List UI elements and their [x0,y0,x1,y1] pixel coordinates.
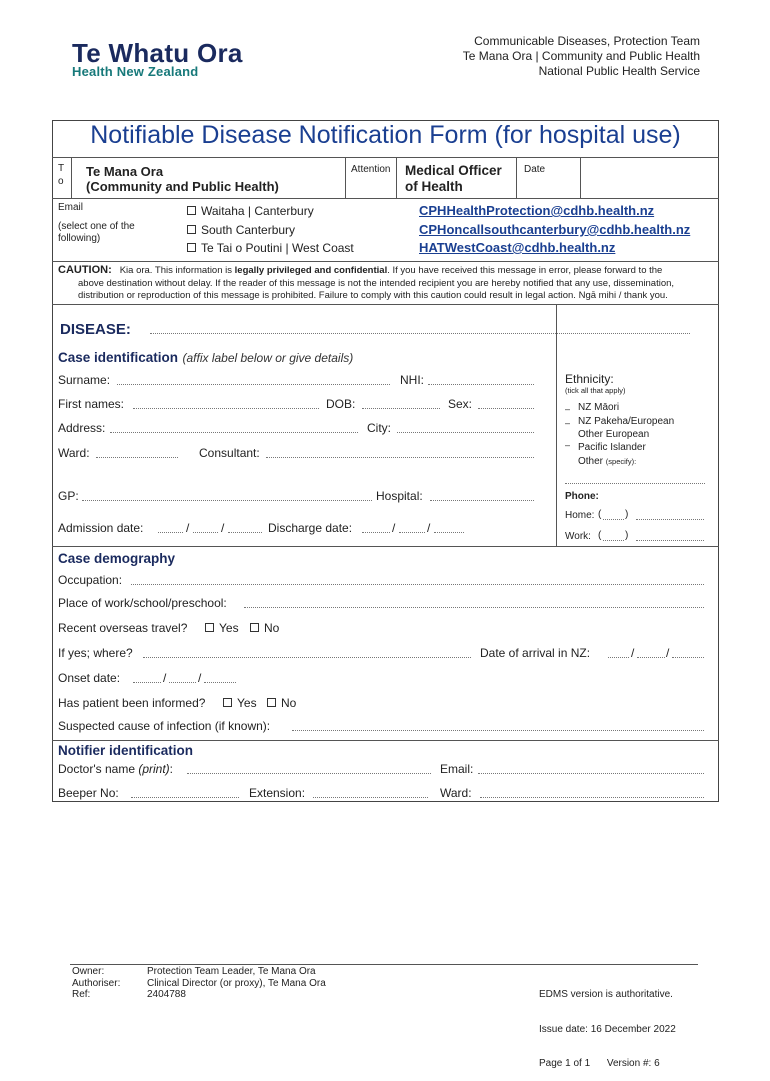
date-separator: / [666,646,670,660]
cause-field[interactable] [292,730,704,731]
informed-no-option[interactable]: No [267,696,296,710]
work-phone-field[interactable] [636,540,704,541]
caution-notice [58,264,718,303]
caution-text: . If you have received this message in error, please forward to the [387,265,663,276]
checkbox[interactable] [187,243,196,252]
onset-day-field[interactable] [133,682,161,683]
footer-edms: EDMS version is authoritative. Issue date: 16 December 2022 Page 1 of 1 Version #: 6 [539,989,676,1069]
consultant-label: Consultant: [199,446,260,460]
email-link[interactable]: HATWestCoast@cdhb.health.nz [419,240,616,255]
travel-question: Recent overseas travel? [58,621,188,635]
travel-no-option[interactable]: No [250,621,279,635]
notifier-email-label: Email: [440,762,474,776]
work-label: Work: [565,531,591,542]
attention-label: Attention [351,164,391,175]
place-field[interactable] [244,607,704,608]
paren: ) [625,530,629,541]
beeper-label: Beeper No: [58,786,119,800]
ethnicity-note: (tick all that apply) [565,386,626,395]
disease-label: DISEASE: [60,321,131,338]
footer-values: Protection Team Leader, Te Mana Ora Clinical Director (or proxy), Te Mana Ora 2404788 [147,966,326,1000]
surname-field[interactable] [117,384,390,385]
date-separator: / [631,646,635,660]
discharge-month-field[interactable] [399,532,425,533]
address-field[interactable] [110,432,358,433]
city-label: City: [367,421,391,435]
date-separator: / [198,671,202,685]
date-label: Date [524,164,546,175]
admission-year-field[interactable] [228,532,262,533]
date-separator: / [427,521,431,535]
notifier-email-field[interactable] [478,773,704,774]
header-line: Te Mana Ora | Community and Public Health [462,49,700,63]
doctor-name-field[interactable] [187,773,431,774]
email-link[interactable]: CPHoncallsouthcanterbury@cdhb.health.nz [419,222,691,237]
sex-field[interactable] [478,408,534,409]
first-names-field[interactable] [133,408,319,409]
checkbox[interactable] [187,206,196,215]
caution-text: legally privileged and confidential [234,265,388,276]
informed-question: Has patient been informed? [58,696,206,710]
date-separator: / [221,521,225,535]
ethnicity-option: NZ Pakeha/European [578,416,675,427]
arrival-day-field[interactable] [608,657,629,658]
discharge-date-label: Discharge date: [268,521,353,535]
paren: ( [598,509,602,520]
ethnicity-option: Other European [578,429,650,440]
city-field[interactable] [397,432,534,433]
checkbox[interactable] [267,698,276,707]
paren: ) [625,509,629,520]
phone-label: Phone: [565,491,599,502]
paren: ( [598,530,602,541]
disease-field[interactable] [150,333,690,334]
first-names-label: First names: [58,397,125,411]
case-demography-heading: Case demography [58,551,176,566]
email-link[interactable]: CPHHealthProtection@cdhb.health.nz [419,203,655,218]
informed-yes-option[interactable]: Yes [223,696,257,710]
admission-day-field[interactable] [158,532,183,533]
tick-box[interactable]: – [565,440,571,450]
notifier-ward-label: Ward: [440,786,472,800]
region-option[interactable]: Waitaha | Canterbury [187,204,314,218]
onset-date-label: Onset date: [58,671,121,685]
work-area-field[interactable] [603,540,624,541]
checkbox[interactable] [187,225,196,234]
hospital-label: Hospital: [376,489,423,503]
onset-month-field[interactable] [169,682,196,683]
discharge-year-field[interactable] [434,532,464,533]
footer-divider [70,964,698,965]
attention-value: of Health [405,179,463,194]
select-note: (select one of the [58,221,135,232]
discharge-day-field[interactable] [362,532,390,533]
checkbox[interactable] [223,698,232,707]
gp-label: GP: [58,489,79,503]
travel-yes-option[interactable]: Yes [205,621,239,635]
address-label: Address: [58,421,106,435]
caution-text: distribution or reproduction of this message is prohibited. Failure to comply with this caution could result in legal action. Ngā mihi / thank you. [78,290,668,301]
footer-labels: Owner: Authoriser: Ref: [72,966,121,1000]
where-field[interactable] [143,657,471,658]
ethnicity-option: Pacific Islander [578,442,646,453]
occupation-field[interactable] [131,584,704,585]
form-title: Notifiable Disease Notification Form (for hospital use) [90,121,681,149]
hospital-field[interactable] [430,500,534,501]
tick-box[interactable]: – [565,404,571,414]
if-yes-label: If yes; where? [58,646,133,660]
notifier-ward-field[interactable] [480,797,704,798]
ethnicity-other: Other (specify): [578,456,637,467]
email-label: Email [58,202,84,213]
caution-text: Kia ora. This information is [119,265,235,276]
header-organisation [463,34,700,79]
home-area-field[interactable] [603,519,624,520]
sex-label: Sex: [448,397,473,411]
ethnicity-option: NZ Māori [578,402,620,413]
occupation-label: Occupation: [58,573,123,587]
home-label: Home: [565,510,595,521]
to-label: T [58,163,65,174]
select-note: following) [58,233,101,244]
region-option[interactable]: South Canterbury [187,223,295,237]
ward-label: Ward: [58,446,90,460]
place-label: Place of work/school/preschool: [58,596,227,610]
date-separator: / [163,671,167,685]
date-separator: / [186,521,190,535]
onset-year-field[interactable] [204,682,236,683]
ethnicity-other-field[interactable] [565,483,705,484]
doctor-name-label: Doctor's name (print): [58,762,174,776]
home-phone-field[interactable] [636,519,704,520]
admission-month-field[interactable] [193,532,218,533]
ethnicity-label: Ethnicity: [565,372,614,386]
caution-text: above destination without delay. If the reader of this message is not the intended recipient you are hereby notified that any use, dissemination, [78,277,675,289]
recipient-name: Te Mana Ora [86,164,164,179]
header-line: Communicable Diseases, Protection Team [474,34,700,48]
to-label: o [58,176,64,187]
extension-label: Extension: [249,786,306,800]
date-separator: / [392,521,396,535]
extension-field[interactable] [313,797,428,798]
caution-label: CAUTION: [58,264,112,276]
surname-label: Surname: [58,373,111,387]
nhi-label: NHI: [400,373,424,387]
checkbox[interactable] [205,623,214,632]
arrival-year-field[interactable] [672,657,704,658]
gp-field[interactable] [82,500,372,501]
case-identification-heading: Case identification (affix label below or give details) [58,350,354,365]
arrival-date-label: Date of arrival in NZ: [480,646,591,660]
admission-date-label: Admission date: [58,521,144,535]
header-line: National Public Health Service [538,64,700,78]
logo-title: Te Whatu Ora [72,38,243,68]
attention-value: Medical Officer [405,163,502,178]
notifier-heading: Notifier identification [58,743,193,758]
arrival-month-field[interactable] [637,657,665,658]
nhi-field[interactable] [428,384,534,385]
logo-subtitle: Health New Zealand [72,64,199,79]
beeper-field[interactable] [131,797,239,798]
recipient-name: (Community and Public Health) [86,179,279,194]
dob-field[interactable] [362,408,440,409]
dob-label: DOB: [326,397,356,411]
cause-label: Suspected cause of infection (if known): [58,719,271,733]
ward-field[interactable] [96,457,178,458]
checkbox[interactable] [250,623,259,632]
region-option[interactable]: Te Tai o Poutini | West Coast [187,241,354,255]
tick-box[interactable]: – [565,418,571,428]
consultant-field[interactable] [266,457,534,458]
